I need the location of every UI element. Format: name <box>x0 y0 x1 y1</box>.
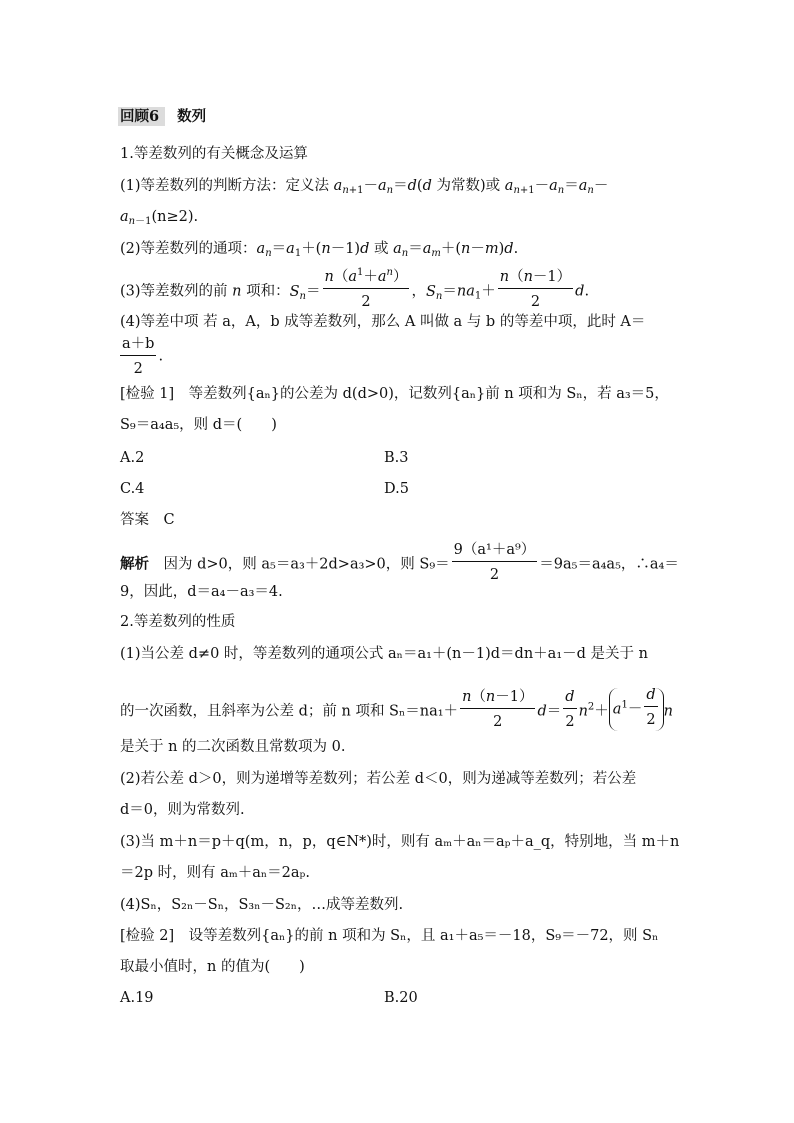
check1-line1: [检验 1] 等差数列{aₙ}的公差为 d(d>0)，记数列{aₙ}前 n 项和为 Sₙ，若 a₃＝5， <box>120 386 669 402</box>
check1-option-a: A.2 <box>120 450 145 466</box>
answer-value: C <box>163 512 175 528</box>
sum-formula-3: $\frac{n(n-1)}{2}$ <box>462 689 534 730</box>
s1-p1-line2: $a_{n-1}(n\ge 2)$. <box>120 209 199 227</box>
d-over-2-a: $\frac{d}{2}$ <box>565 689 575 730</box>
section1-title: 1.等差数列的有关概念及运算 <box>120 146 308 162</box>
s1-p3-mid: 项和： <box>246 283 290 300</box>
explain-text-b: ＝9a₅＝a₄a₅，∴a₄＝ <box>539 556 679 573</box>
s1-p2-text: (2)等差数列的通项： <box>120 241 257 257</box>
s2-p3-line2: ＝2p 时，则有 aₘ＋aₙ＝2aₚ. <box>120 865 310 881</box>
explain-label: 解析 <box>120 555 149 573</box>
s1-p1-cond: (n≥2). <box>151 209 199 225</box>
s2-p4: (4)Sₙ，S₂ₙ－Sₙ，S₃ₙ－S₂ₙ，…成等差数列. <box>120 897 404 913</box>
s1-p1-text: (1)等差数列的判断方法：定义法 <box>120 178 330 194</box>
s2-p1-line2: 的一次函数，且斜率为公差 d；前 n 项和 Sₙ＝na₁＋ $\frac{n(n-1)}{2}$ d＝ $\frac{d}{2}$ $n^2+ a^1-$ $\frac{d}{2}$ n <box>120 687 673 730</box>
check1-option-d: D.5 <box>384 481 409 497</box>
answer-label: 答案 <box>120 512 149 528</box>
d-over-2-b: $\frac{d}{2}$ <box>646 687 656 728</box>
section2-title: 2.等差数列的性质 <box>120 614 236 630</box>
explain-formula: $\frac{\text{9（a¹＋a⁹）}}{2}$ <box>453 542 536 583</box>
s1-p3: (3)等差数列的前 n 项和：$S_n=$ $\frac{n(a^1+a^n)}{2}$ ，$S_n=na_1+$ $\frac{n(n-1)}{2}$ d. <box>120 267 590 310</box>
check1-answer <box>120 511 175 529</box>
check1-explain-line2: 9，因此，d＝a₄－a₃＝4. <box>120 584 283 600</box>
review-title: 数列 <box>177 108 207 125</box>
check2-option-a: A.19 <box>120 990 154 1006</box>
s1-p2: (2)等差数列的通项：$a_n=a_1+(n-1)d$ 或 $a_n=a_m+(n-m)d$. <box>120 241 519 259</box>
s2-p1-text: 的一次函数，且斜率为公差 d；前 n 项和 Sₙ＝na₁＋ <box>120 703 459 720</box>
s1-p3-text: (3)等差数列的前 <box>120 283 228 300</box>
bracket-term: $a^1-$ $\frac{d}{2}$ <box>609 688 664 731</box>
check2-option-b: B.20 <box>384 990 418 1006</box>
s2-p1-line3: 是关于 n 的二次函数且常数项为 0. <box>120 739 346 755</box>
s2-p2-line2: d＝0，则为常数列. <box>120 802 245 818</box>
s1-p2-or: 或 <box>374 241 389 257</box>
check2-line2: 取最小值时，n 的值为( ) <box>120 959 305 975</box>
sum-formula-1: $\frac{n(a^1+a^n)}{2}$ <box>324 267 408 310</box>
s2-p3-line1: (3)当 m＋n＝p＋q(m，n，p，q∈N*)时，则有 aₘ＋aₙ＝aₚ＋a_q，特别地，当 m＋n <box>120 834 680 850</box>
s1-p4: (4)等差中项 若 a，A，b 成等差数列，那么 A 叫做 a 与 b 的等差中项，此时 A＝ <box>120 314 646 330</box>
s1-p1-formula1: $a_{n+1}-a_n=d(d$ 为常数) <box>333 178 486 196</box>
s1-p1 <box>120 177 608 195</box>
explain-text-a: 因为 d>0，则 a₅＝a₃＋2d>a₃>0，则 S₉＝ <box>163 556 450 573</box>
check1-explain-line1 <box>120 543 679 586</box>
s1-p1-or: 或 <box>485 178 501 194</box>
check1-option-c: C.4 <box>120 481 145 497</box>
check1-line2: S₉＝a₄a₅，则 d＝( ) <box>120 417 277 433</box>
s1-p4-frac: $\frac{a+b}{2}$ . <box>122 336 164 377</box>
mean-formula: $\frac{a+b}{2}$ <box>122 336 155 377</box>
check1-option-b: B.3 <box>384 450 409 466</box>
s1-p1-formula2: $a_{n+1}-a_n=a_n-$ <box>504 178 609 196</box>
check2-line1: [检验 2] 设等差数列{aₙ}的前 n 项和为 Sₙ，且 a₁＋a₅＝－18，S₉＝－72，则 Sₙ <box>120 928 659 944</box>
review-tag: 回顾6 <box>118 107 165 126</box>
section-header <box>120 108 206 126</box>
sum-formula-2: $\frac{n(n-1)}{2}$ <box>499 269 572 310</box>
s2-p2-line1: (2)若公差 d＞0，则为递增等差数列；若公差 d＜0，则为递减等差数列；若公差 <box>120 771 637 787</box>
s2-p1-line1: (1)当公差 d≠0 时，等差数列的通项公式 aₙ＝a₁＋(n－1)d＝dn＋a₁－d 是关于 n <box>120 646 648 662</box>
